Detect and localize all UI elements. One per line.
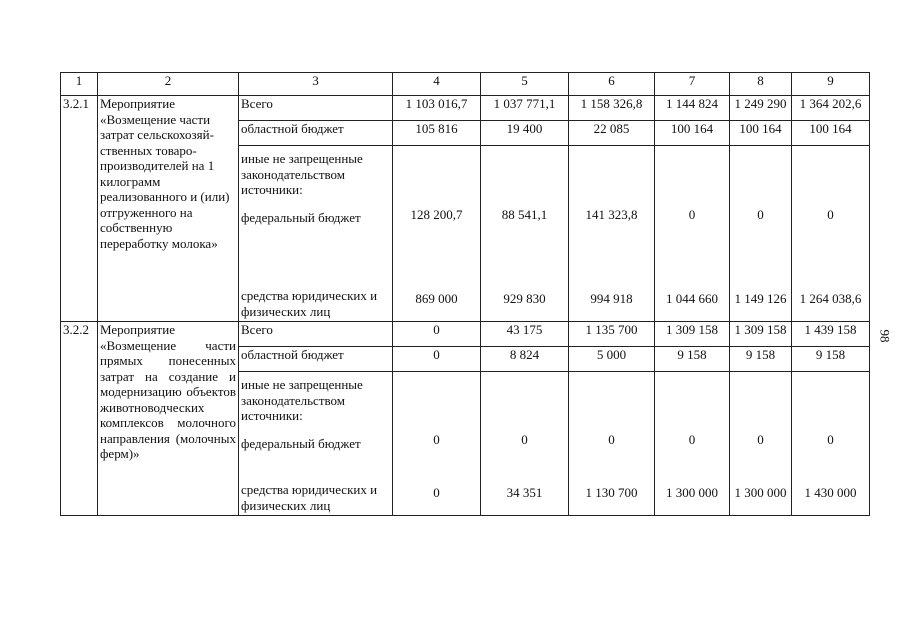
value-cell: 0 1 300 000: [655, 372, 730, 516]
value-cell: 1 135 700: [569, 322, 655, 347]
value-cell: 1 364 202,6: [792, 96, 870, 121]
value-cell: 100 164: [792, 121, 870, 146]
value-cell: 43 175: [481, 322, 569, 347]
value-cell: 0 1 130 700: [569, 372, 655, 516]
row-label: средства юридических и физических лиц: [241, 288, 378, 319]
row-label: областной бюджет: [239, 121, 393, 146]
value-cell: 5 000: [569, 347, 655, 372]
value-cell: 0 1 149 126: [730, 146, 792, 322]
value-cell: 0 1 430 000: [792, 372, 870, 516]
value-cell: 105 816: [393, 121, 481, 146]
value-cell: 0: [393, 322, 481, 347]
value-cell: 9 158: [655, 347, 730, 372]
value-cell: 1 309 158: [655, 322, 730, 347]
section-code: 3.2.1: [61, 96, 98, 322]
value-cell: 19 400: [481, 121, 569, 146]
header-cell: 3: [239, 73, 393, 96]
funding-sources-cell: [239, 146, 393, 322]
header-cell: 2: [98, 73, 239, 96]
value-cell: 100 164: [655, 121, 730, 146]
header-row: [61, 73, 870, 96]
section-title: Мероприятие «Возмещение части затрат сельскохозяй-ственных товаро-производителей на 1 килограмм реализованного и (или) отгруженного на собственную переработку молока»: [98, 96, 239, 322]
header-cell: 6: [569, 73, 655, 96]
value-cell: 1 309 158: [730, 322, 792, 347]
budget-table: [60, 72, 870, 516]
row-label: федеральный бюджет: [241, 209, 361, 225]
value-cell: 1 103 016,7: [393, 96, 481, 121]
row-label: Всего: [239, 96, 393, 121]
value-cell: 0 1 044 660: [655, 146, 730, 322]
table-row: [61, 96, 870, 121]
value-cell: 0 34 351: [481, 372, 569, 516]
value-cell: 1 144 824: [655, 96, 730, 121]
value-cell: 88 541,1 929 830: [481, 146, 569, 322]
value-cell: 9 158: [730, 347, 792, 372]
value-cell: 100 164: [730, 121, 792, 146]
row-label: иные не запрещенные законодательством источники:: [241, 151, 363, 197]
value-cell: 0 1 264 038,6: [792, 146, 870, 322]
value-cell: 1 158 326,8: [569, 96, 655, 121]
section-code: 3.2.2: [61, 322, 98, 516]
header-cell: 5: [481, 73, 569, 96]
header-cell: 4: [393, 73, 481, 96]
value-cell: 8 824: [481, 347, 569, 372]
row-label: иные не запрещенные законодательством источники:: [241, 377, 363, 423]
row-label: средства юридических и физических лиц: [241, 482, 378, 513]
section-title: Мероприятие «Возмещение части прямых понесенных затрат на создание и модернизацию объектов животноводческих комплексов молочного направления (молочных ферм)»: [98, 322, 239, 516]
row-label: федеральный бюджет: [241, 435, 361, 451]
value-cell: 22 085: [569, 121, 655, 146]
value-cell: 0 0: [393, 372, 481, 516]
value-cell: 1 439 158: [792, 322, 870, 347]
value-cell: 0: [393, 347, 481, 372]
header-cell: 7: [655, 73, 730, 96]
value-cell: 9 158: [792, 347, 870, 372]
row-label: Всего: [239, 322, 393, 347]
value-cell: 0 1 300 000: [730, 372, 792, 516]
header-cell: 8: [730, 73, 792, 96]
value-cell: 141 323,8 994 918: [569, 146, 655, 322]
header-cell: 1: [61, 73, 98, 96]
value-cell: 1 249 290: [730, 96, 792, 121]
header-cell: 9: [792, 73, 870, 96]
page-number: 98: [877, 329, 893, 343]
value-cell: 1 037 771,1: [481, 96, 569, 121]
value-cell: 128 200,7 869 000: [393, 146, 481, 322]
table-row: [61, 322, 870, 347]
row-label: областной бюджет: [239, 347, 393, 372]
funding-sources-cell: [239, 372, 393, 516]
